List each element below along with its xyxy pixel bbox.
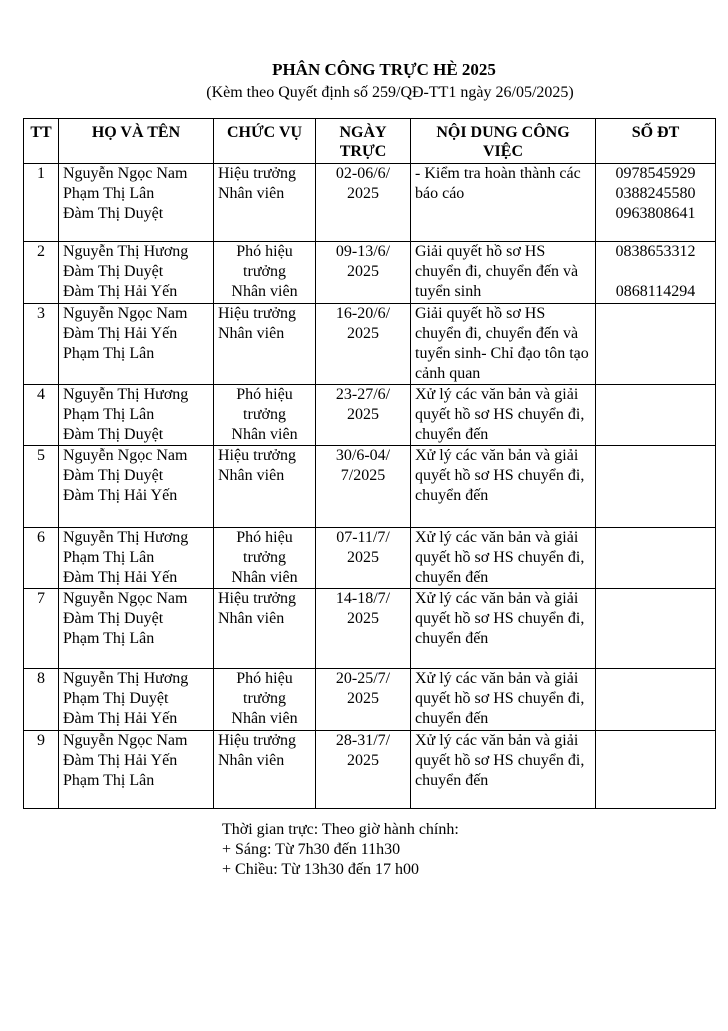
cell-phones bbox=[596, 731, 716, 809]
staff-name: Đàm Thị Duyệt bbox=[63, 263, 164, 280]
cell-roles bbox=[214, 446, 316, 528]
role-label: Hiệu trưởng bbox=[218, 590, 297, 607]
role-label: Hiệu trưởng bbox=[218, 165, 297, 182]
cell-date: 20-25/7/2025 bbox=[316, 669, 411, 731]
cell-task: Giải quyết hồ sơ HS chuyển đi, chuyển đến và tuyển sinh- Chỉ đạo tôn tạo cảnh quan bbox=[411, 304, 596, 385]
cell-tt: 5 bbox=[24, 446, 59, 528]
staff-name: Phạm Thị Lân bbox=[63, 772, 155, 789]
cell-names bbox=[59, 589, 214, 669]
role-label: Nhân viên bbox=[218, 325, 285, 342]
staff-name: Nguyễn Ngọc Nam bbox=[63, 447, 188, 464]
cell-date: 16-20/6/2025 bbox=[316, 304, 411, 385]
cell-task: Xử lý các văn bản và giải quyết hồ sơ HS chuyển đi, chuyển đến bbox=[411, 669, 596, 731]
document-title: PHÂN CÔNG TRỰC HÈ 2025 bbox=[272, 60, 496, 79]
staff-name: Đàm Thị Duyệt bbox=[63, 426, 164, 443]
cell-roles bbox=[214, 304, 316, 385]
header-date: NGÀY TRỰC bbox=[316, 119, 411, 164]
phone-number: 0388245580 bbox=[615, 185, 696, 202]
staff-name: Đàm Thị Hải Yến bbox=[63, 283, 178, 300]
cell-tt: 7 bbox=[24, 589, 59, 669]
header-tt: TT bbox=[24, 119, 59, 164]
cell-names bbox=[59, 731, 214, 809]
staff-name: Đàm Thị Hải Yến bbox=[63, 325, 178, 342]
table-header-row bbox=[24, 119, 716, 164]
cell-phones bbox=[596, 304, 716, 385]
phone-number: 0978545929 bbox=[615, 165, 696, 182]
cell-names bbox=[59, 669, 214, 731]
table-row bbox=[24, 304, 716, 385]
role-label: Nhân viên bbox=[218, 185, 285, 202]
staff-name: Đàm Thị Hải Yến bbox=[63, 752, 178, 769]
staff-name: Nguyễn Thị Hương bbox=[63, 670, 189, 687]
staff-name: Nguyễn Thị Hương bbox=[63, 386, 189, 403]
staff-name: Phạm Thị Lân bbox=[63, 345, 155, 362]
cell-tt: 1 bbox=[24, 164, 59, 242]
cell-phones bbox=[596, 242, 716, 304]
staff-name: Nguyễn Ngọc Nam bbox=[63, 305, 188, 322]
table-row bbox=[24, 731, 716, 809]
role-label: Phó hiệu trưởng bbox=[236, 529, 293, 566]
staff-name: Phạm Thị Lân bbox=[63, 406, 155, 423]
role-label: Hiệu trưởng bbox=[218, 732, 297, 749]
cell-date: 07-11/7/2025 bbox=[316, 528, 411, 589]
cell-tt: 8 bbox=[24, 669, 59, 731]
phone-number: 0963808641 bbox=[615, 205, 696, 222]
cell-phones bbox=[596, 164, 716, 242]
staff-name: Đàm Thị Hải Yến bbox=[63, 710, 178, 727]
cell-date: 23-27/6/2025 bbox=[316, 385, 411, 446]
document-subtitle: (Kèm theo Quyết định số 259/QĐ-TT1 ngày 26/05/2025) bbox=[206, 84, 574, 101]
cell-task: - Kiểm tra hoàn thành các báo cáo bbox=[411, 164, 596, 242]
role-label: Hiệu trưởng bbox=[218, 305, 297, 322]
staff-name: Phạm Thị Lân bbox=[63, 630, 155, 647]
role-label: Hiệu trưởng bbox=[218, 447, 297, 464]
cell-date: 14-18/7/2025 bbox=[316, 589, 411, 669]
cell-roles bbox=[214, 242, 316, 304]
staff-name: Đàm Thị Duyệt bbox=[63, 467, 164, 484]
table-row bbox=[24, 528, 716, 589]
role-label: Nhân viên bbox=[231, 283, 298, 300]
cell-names bbox=[59, 164, 214, 242]
role-label: Nhân viên bbox=[218, 610, 285, 627]
staff-name: Nguyễn Ngọc Nam bbox=[63, 732, 188, 749]
cell-task: Xử lý các văn bản và giải quyết hồ sơ HS chuyển đi, chuyển đến bbox=[411, 589, 596, 669]
table-body bbox=[24, 164, 716, 809]
staff-name: Nguyễn Ngọc Nam bbox=[63, 590, 188, 607]
role-label: Phó hiệu trưởng bbox=[236, 386, 293, 423]
cell-phones bbox=[596, 385, 716, 446]
table-row bbox=[24, 669, 716, 731]
cell-tt: 2 bbox=[24, 242, 59, 304]
table-row bbox=[24, 164, 716, 242]
cell-task: Xử lý các văn bản và giải quyết hồ sơ HS chuyển đi, chuyển đến bbox=[411, 528, 596, 589]
cell-date: 28-31/7/2025 bbox=[316, 731, 411, 809]
cell-tt: 3 bbox=[24, 304, 59, 385]
cell-task: Xử lý các văn bản và giải quyết hồ sơ HS chuyển đi, chuyển đến bbox=[411, 446, 596, 528]
phone-number: 0838653312 bbox=[615, 243, 696, 260]
header-name: HỌ VÀ TÊN bbox=[59, 119, 214, 164]
cell-phones bbox=[596, 669, 716, 731]
cell-task: Giải quyết hồ sơ HS chuyển đi, chuyển đến và tuyển sinh bbox=[411, 242, 596, 304]
cell-tt: 4 bbox=[24, 385, 59, 446]
staff-name: Đàm Thị Duyệt bbox=[63, 205, 164, 222]
role-label: Nhân viên bbox=[231, 710, 298, 727]
staff-name: Đàm Thị Hải Yến bbox=[63, 487, 178, 504]
table-row bbox=[24, 589, 716, 669]
cell-names bbox=[59, 446, 214, 528]
header-role: CHỨC VỤ bbox=[214, 119, 316, 164]
table-row bbox=[24, 242, 716, 304]
role-label: Nhân viên bbox=[231, 426, 298, 443]
cell-phones bbox=[596, 446, 716, 528]
staff-name: Phạm Thị Lân bbox=[63, 549, 155, 566]
duty-time-notes bbox=[222, 820, 459, 880]
cell-task: Xử lý các văn bản và giải quyết hồ sơ HS chuyển đi, chuyển đến bbox=[411, 385, 596, 446]
note-line: + Chiều: Từ 13h30 đến 17 h00 bbox=[222, 861, 419, 878]
cell-roles bbox=[214, 528, 316, 589]
phone-number: 0868114294 bbox=[615, 283, 696, 300]
cell-task: Xử lý các văn bản và giải quyết hồ sơ HS chuyển đi, chuyển đến bbox=[411, 731, 596, 809]
note-line: + Sáng: Từ 7h30 đến 11h30 bbox=[222, 841, 401, 858]
cell-names bbox=[59, 528, 214, 589]
cell-phones bbox=[596, 589, 716, 669]
duty-schedule-table bbox=[23, 118, 716, 809]
cell-roles bbox=[214, 164, 316, 242]
note-line: Thời gian trực: Theo giờ hành chính: bbox=[222, 821, 459, 838]
cell-roles bbox=[214, 669, 316, 731]
staff-name: Nguyễn Thị Hương bbox=[63, 243, 189, 260]
table-row bbox=[24, 446, 716, 528]
header-task: NỘI DUNG CÔNG VIỆC bbox=[411, 119, 596, 164]
staff-name: Đàm Thị Duyệt bbox=[63, 610, 164, 627]
cell-names bbox=[59, 242, 214, 304]
role-label: Nhân viên bbox=[218, 467, 285, 484]
staff-name: Đàm Thị Hải Yến bbox=[63, 569, 178, 586]
cell-date: 09-13/6/2025 bbox=[316, 242, 411, 304]
staff-name: Nguyễn Ngọc Nam bbox=[63, 165, 188, 182]
phone-number bbox=[600, 262, 711, 282]
role-label: Phó hiệu trưởng bbox=[236, 670, 293, 707]
cell-tt: 9 bbox=[24, 731, 59, 809]
role-label: Nhân viên bbox=[231, 569, 298, 586]
cell-names bbox=[59, 304, 214, 385]
role-label: Nhân viên bbox=[218, 752, 285, 769]
cell-date: 30/6-04/7/2025 bbox=[316, 446, 411, 528]
cell-phones bbox=[596, 528, 716, 589]
cell-date: 02-06/6/2025 bbox=[316, 164, 411, 242]
role-label: Phó hiệu trưởng bbox=[236, 243, 293, 280]
cell-roles bbox=[214, 385, 316, 446]
cell-tt: 6 bbox=[24, 528, 59, 589]
cell-roles bbox=[214, 589, 316, 669]
cell-roles bbox=[214, 731, 316, 809]
cell-names bbox=[59, 385, 214, 446]
header-phone: SỐ ĐT bbox=[596, 119, 716, 164]
table-row bbox=[24, 385, 716, 446]
staff-name: Nguyễn Thị Hương bbox=[63, 529, 189, 546]
staff-name: Phạm Thị Lân bbox=[63, 185, 155, 202]
staff-name: Phạm Thị Duyệt bbox=[63, 690, 169, 707]
